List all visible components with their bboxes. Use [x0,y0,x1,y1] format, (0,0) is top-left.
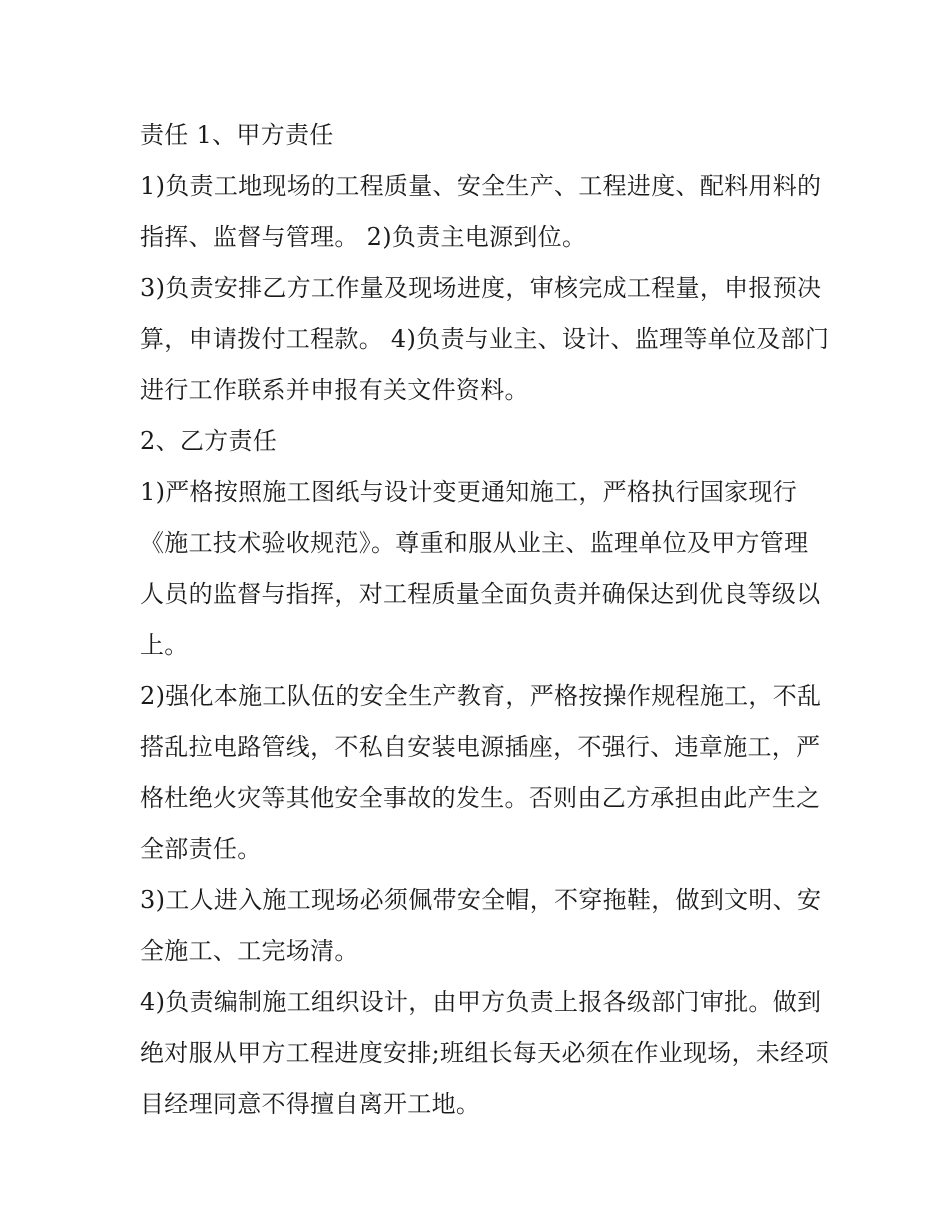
paragraph-a-3-4: 3)负责安排乙方工作量及现场进度，审核完成工程量，申报预决算，申请拨付工程款。 4)负责与业主、设计、监理等单位及部门进行工作联系并申报有关文件资料。 [140,274,830,404]
paragraph-b-3: 3)工人进入施工现场必须佩带安全帽，不穿拖鞋，做到文明、安全施工、工完场清。 [140,886,822,965]
heading-party-a-responsibility: 责任 1、甲方责任 [140,121,334,149]
paragraph-a-1-2: 1)负责工地现场的工程质量、安全生产、工程进度、配料用料的指挥、监督与管理。 2)负责主电源到位。 [140,172,822,251]
document-body [140,110,830,1130]
paragraph-b-2: 2)强化本施工队伍的安全生产教育，严格按操作规程施工，不乱搭乱拉电路管线，不私自安装电源插座，不强行、违章施工，严格杜绝火灾等其他安全事故的发生。否则由乙方承担由此产生之全部责任。 [140,682,822,863]
paragraph-b-1: 1)严格按照施工图纸与设计变更通知施工，严格执行国家现行《施工技术验收规范》。尊重和服从业主、监理单位及甲方管理人员的监督与指挥，对工程质量全面负责并确保达到优良等级以上。 [140,478,821,659]
heading-party-b-responsibility: 2、乙方责任 [140,427,278,455]
paragraph-b-4: 4)负责编制施工组织设计，由甲方负责上报各级部门审批。做到绝对服从甲方工程进度安排;班组长每天必须在作业现场，未经项目经理同意不得擅自离开工地。 [140,988,829,1118]
